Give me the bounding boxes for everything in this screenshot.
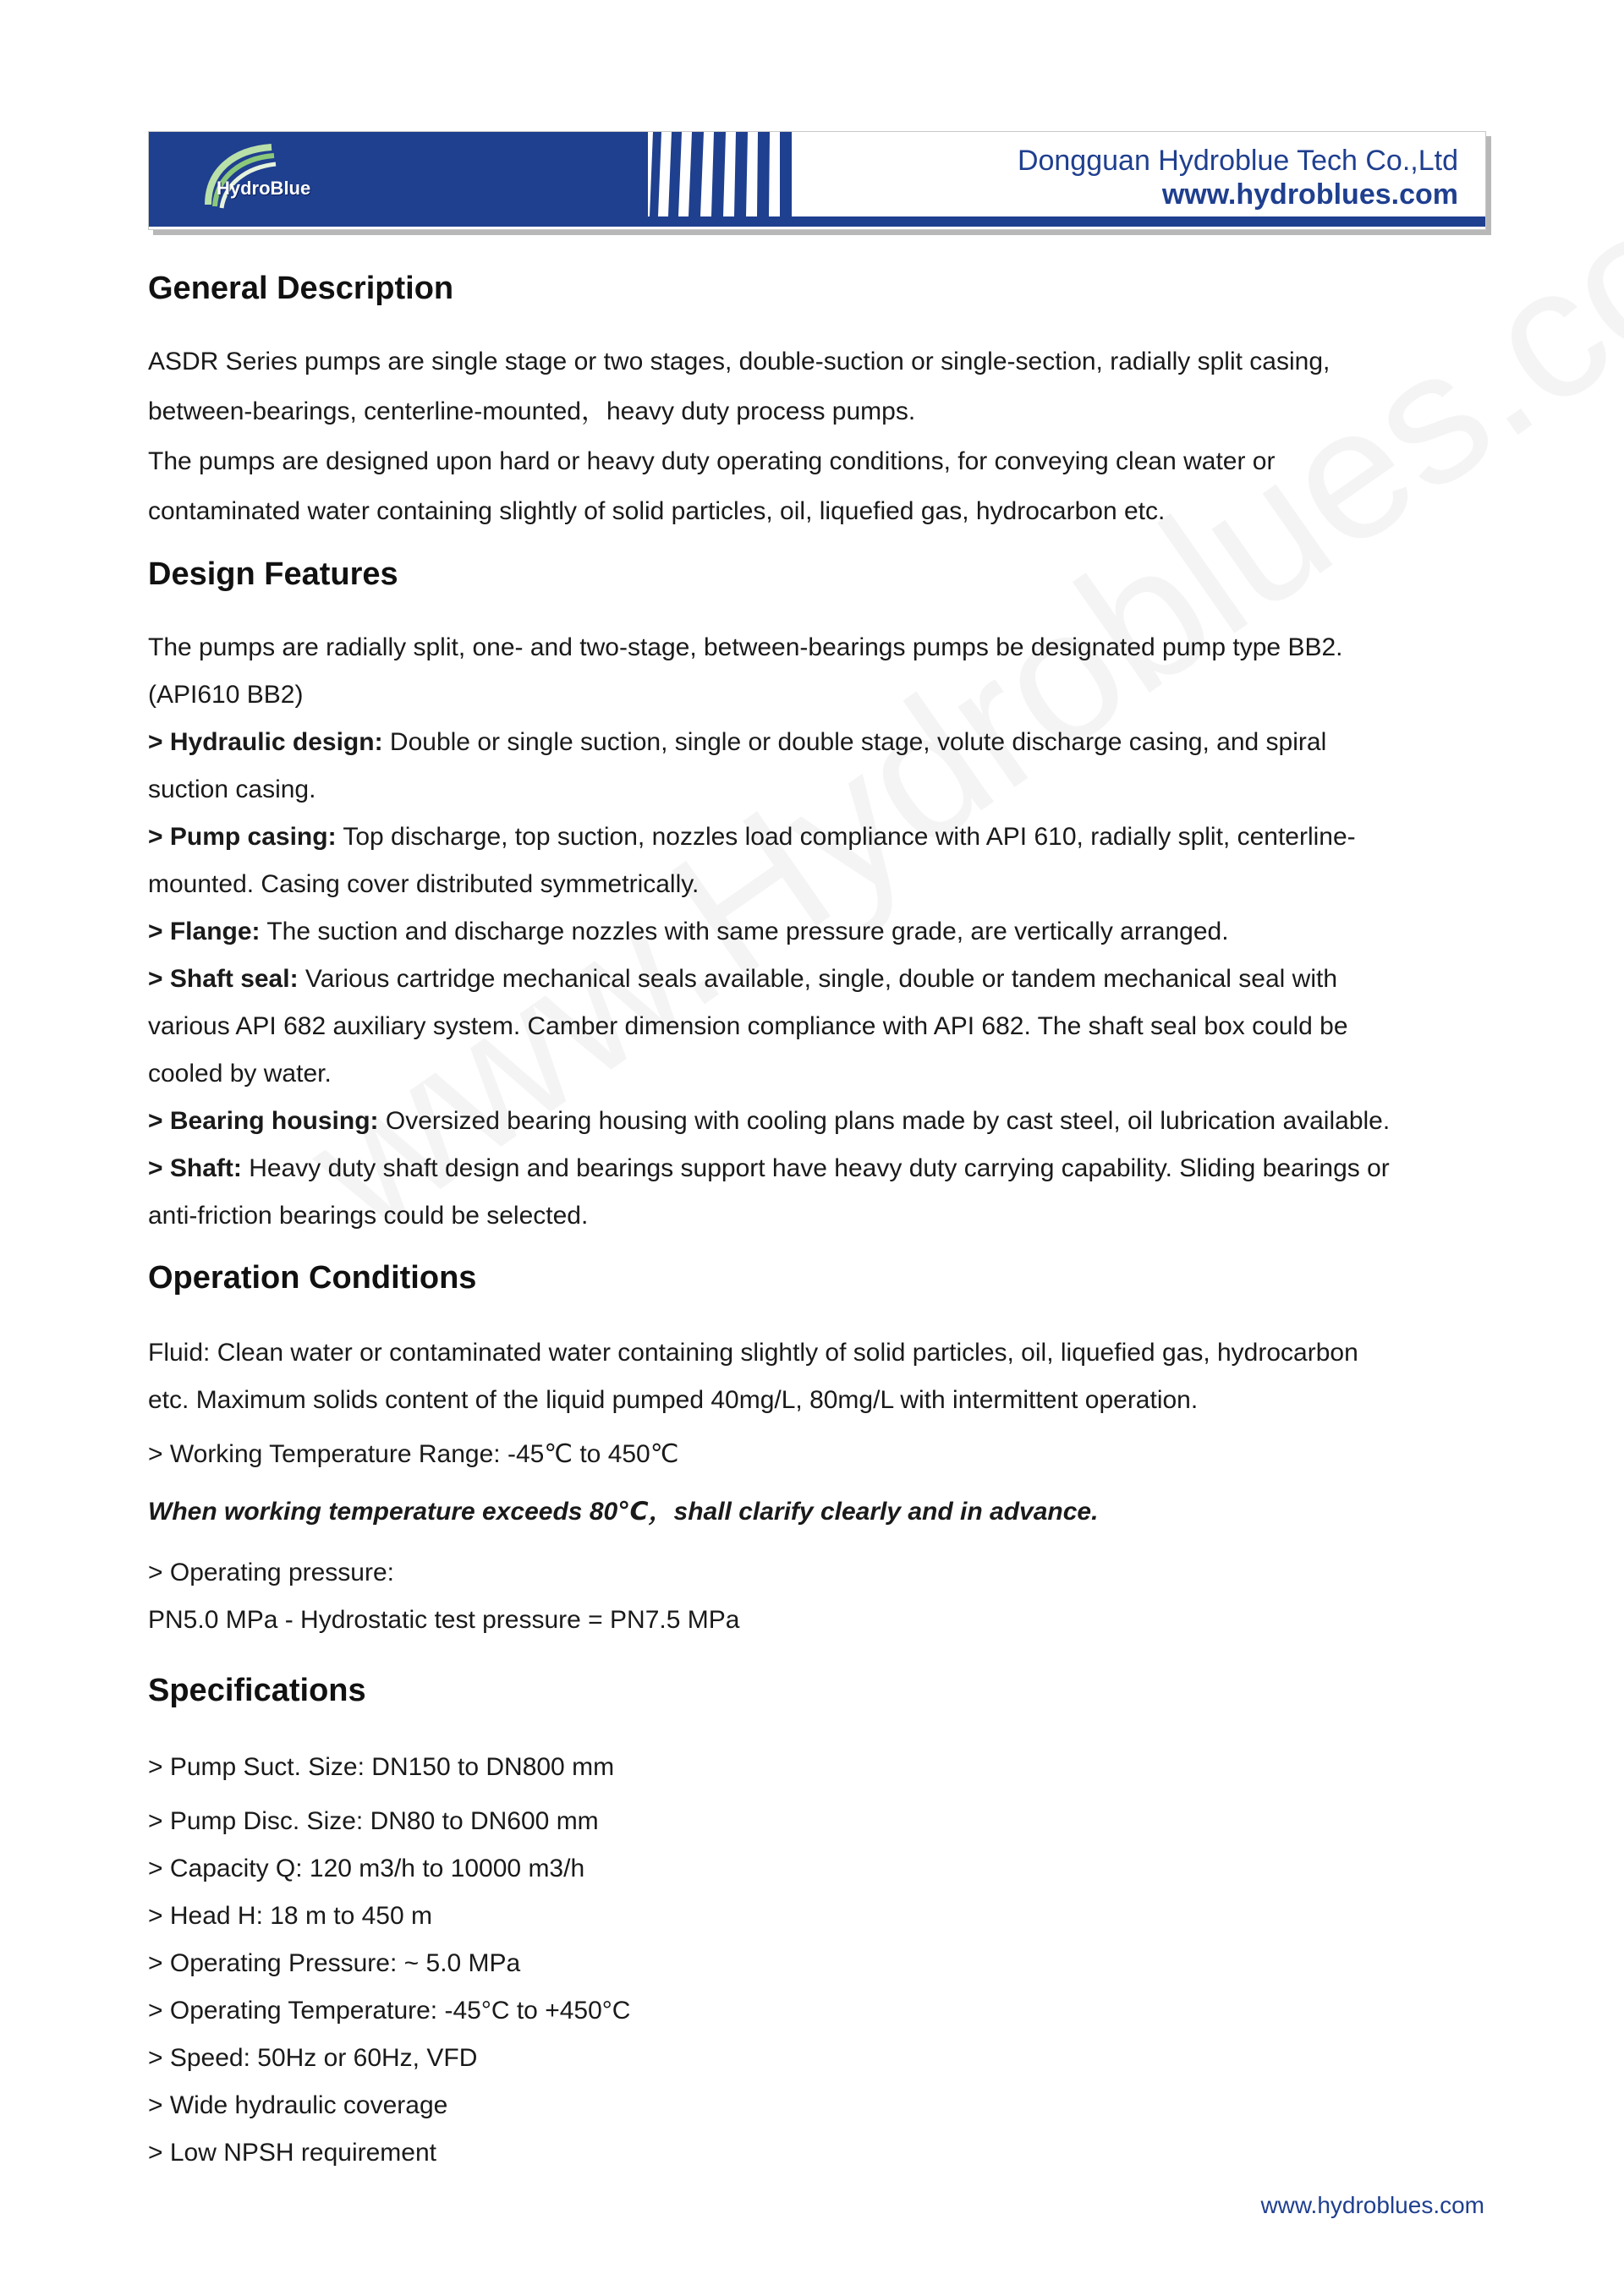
- feature-label: > Hydraulic design:: [148, 728, 383, 756]
- temperature-warning: [148, 1488, 1493, 1536]
- text-line: > Working Temperature Range: -45℃ to 450℃: [148, 1440, 679, 1468]
- spec-list: [148, 1744, 1493, 2177]
- company-name: Dongguan Hydroblue Tech Co.,Ltd: [1017, 145, 1458, 177]
- feature-text: The suction and discharge nozzles with same pressure grade, are vertically arranged.: [260, 918, 1229, 945]
- section-design-features: [148, 556, 1493, 593]
- text-line: The pumps are radially split, one- and two-stage, between-bearings pumps be designated pump type BB2.: [148, 633, 1343, 661]
- logo-text: HydroBlue: [217, 178, 311, 199]
- section-title: General Description: [148, 271, 454, 306]
- feature-text: Top discharge, top suction, nozzles load compliance with API 610, radially split, centerline-: [336, 823, 1356, 851]
- text-line: Fluid: Clean water or contaminated water containing slightly of solid particles, oil, liquefied gas, hydrocarbon: [148, 1339, 1358, 1367]
- text-line: PN5.0 MPa - Hydrostatic test pressure = PN7.5 MPa: [148, 1606, 740, 1634]
- spec-item: > Operating Pressure: ~ 5.0 MPa: [148, 1949, 521, 1977]
- feature-label: > Shaft:: [148, 1154, 242, 1182]
- operation-paragraph: [148, 1329, 1493, 1478]
- feature-text: Double or single suction, single or double stage, volute discharge casing, and spiral: [382, 728, 1327, 756]
- spec-item: > Head H: 18 m to 450 m: [148, 1902, 433, 1930]
- feature-label: > Flange:: [148, 918, 261, 945]
- section-title: Design Features: [148, 556, 398, 592]
- spec-item: > Pump Suct. Size: DN150 to DN800 mm: [148, 1753, 615, 1781]
- text-line: cooled by water.: [148, 1060, 332, 1088]
- text-line: contaminated water containing slightly of solid particles, oil, liquefied gas, hydrocarbon etc.: [148, 497, 1166, 525]
- spec-item: > Low NPSH requirement: [148, 2139, 436, 2167]
- text-line: etc. Maximum solids content of the liquid pumped 40mg/L, 80mg/L with intermittent operation.: [148, 1386, 1199, 1414]
- general-paragraph: [148, 338, 1493, 535]
- feature-line: [148, 956, 1493, 1003]
- section-specifications: [148, 1673, 1493, 1709]
- text-line: > Operating pressure:: [148, 1559, 394, 1586]
- hydroblue-logo-icon: [191, 137, 318, 213]
- feature-line: [148, 908, 1493, 956]
- text-line: between-bearings, centerline-mounted，heavy duty process pumps.: [148, 397, 916, 425]
- text-line: mounted. Casing cover distributed symmetrically.: [148, 870, 700, 898]
- feature-line: [148, 1145, 1493, 1192]
- operating-pressure: [148, 1549, 1493, 1644]
- text-line: anti-friction bearings could be selected.: [148, 1202, 589, 1230]
- spec-item: > Capacity Q: 120 m3/h to 10000 m3/h: [148, 1855, 585, 1882]
- text-line: suction casing.: [148, 775, 316, 803]
- company-block: [1018, 144, 1458, 211]
- feature-text: Oversized bearing housing with cooling plans made by cast steel, oil lubrication available.: [378, 1107, 1391, 1135]
- section-general-description: [148, 271, 1493, 307]
- text-line: (API610 BB2): [148, 681, 304, 709]
- text-line: ASDR Series pumps are single stage or two stages, double-suction or single-section, radially split casing,: [148, 348, 1330, 375]
- feature-label: > Bearing housing:: [148, 1107, 379, 1135]
- company-website[interactable]: www.hydroblues.com: [1161, 178, 1458, 211]
- spec-item: > Operating Temperature: -45°C to +450°C: [148, 1997, 631, 2025]
- feature-label: > Shaft seal:: [148, 965, 299, 993]
- section-operation-conditions: [148, 1260, 1493, 1296]
- warning-text: When working temperature exceeds 80℃，shall clarify clearly and in advance.: [148, 1498, 1099, 1526]
- header-banner: [148, 131, 1486, 230]
- spec-item: > Wide hydraulic coverage: [148, 2091, 448, 2119]
- text-line: various API 682 auxiliary system. Camber dimension compliance with API 682. The shaft seal box could be: [148, 1012, 1348, 1040]
- section-title: Specifications: [148, 1673, 366, 1708]
- section-title: Operation Conditions: [148, 1260, 477, 1296]
- spec-item: > Pump Disc. Size: DN80 to DN600 mm: [148, 1807, 599, 1835]
- feature-line: [148, 814, 1493, 861]
- feature-line: [148, 719, 1493, 766]
- text-line: The pumps are designed upon hard or heavy duty operating conditions, for conveying clean water or: [148, 447, 1276, 475]
- feature-label: > Pump casing:: [148, 823, 337, 851]
- feature-text: Various cartridge mechanical seals available, single, double or tandem mechanical seal with: [298, 965, 1338, 993]
- banner-bottom-bar: [149, 216, 1485, 227]
- spec-item: > Speed: 50Hz or 60Hz, VFD: [148, 2044, 478, 2072]
- banner-stripes: [648, 132, 800, 216]
- footer-website[interactable]: www.hydroblues.com: [1260, 2192, 1484, 2218]
- feature-line: [148, 1098, 1493, 1145]
- feature-text: Heavy duty shaft design and bearings support have heavy duty carrying capability. Sliding bearings or: [241, 1154, 1390, 1182]
- design-paragraph: [148, 624, 1493, 1240]
